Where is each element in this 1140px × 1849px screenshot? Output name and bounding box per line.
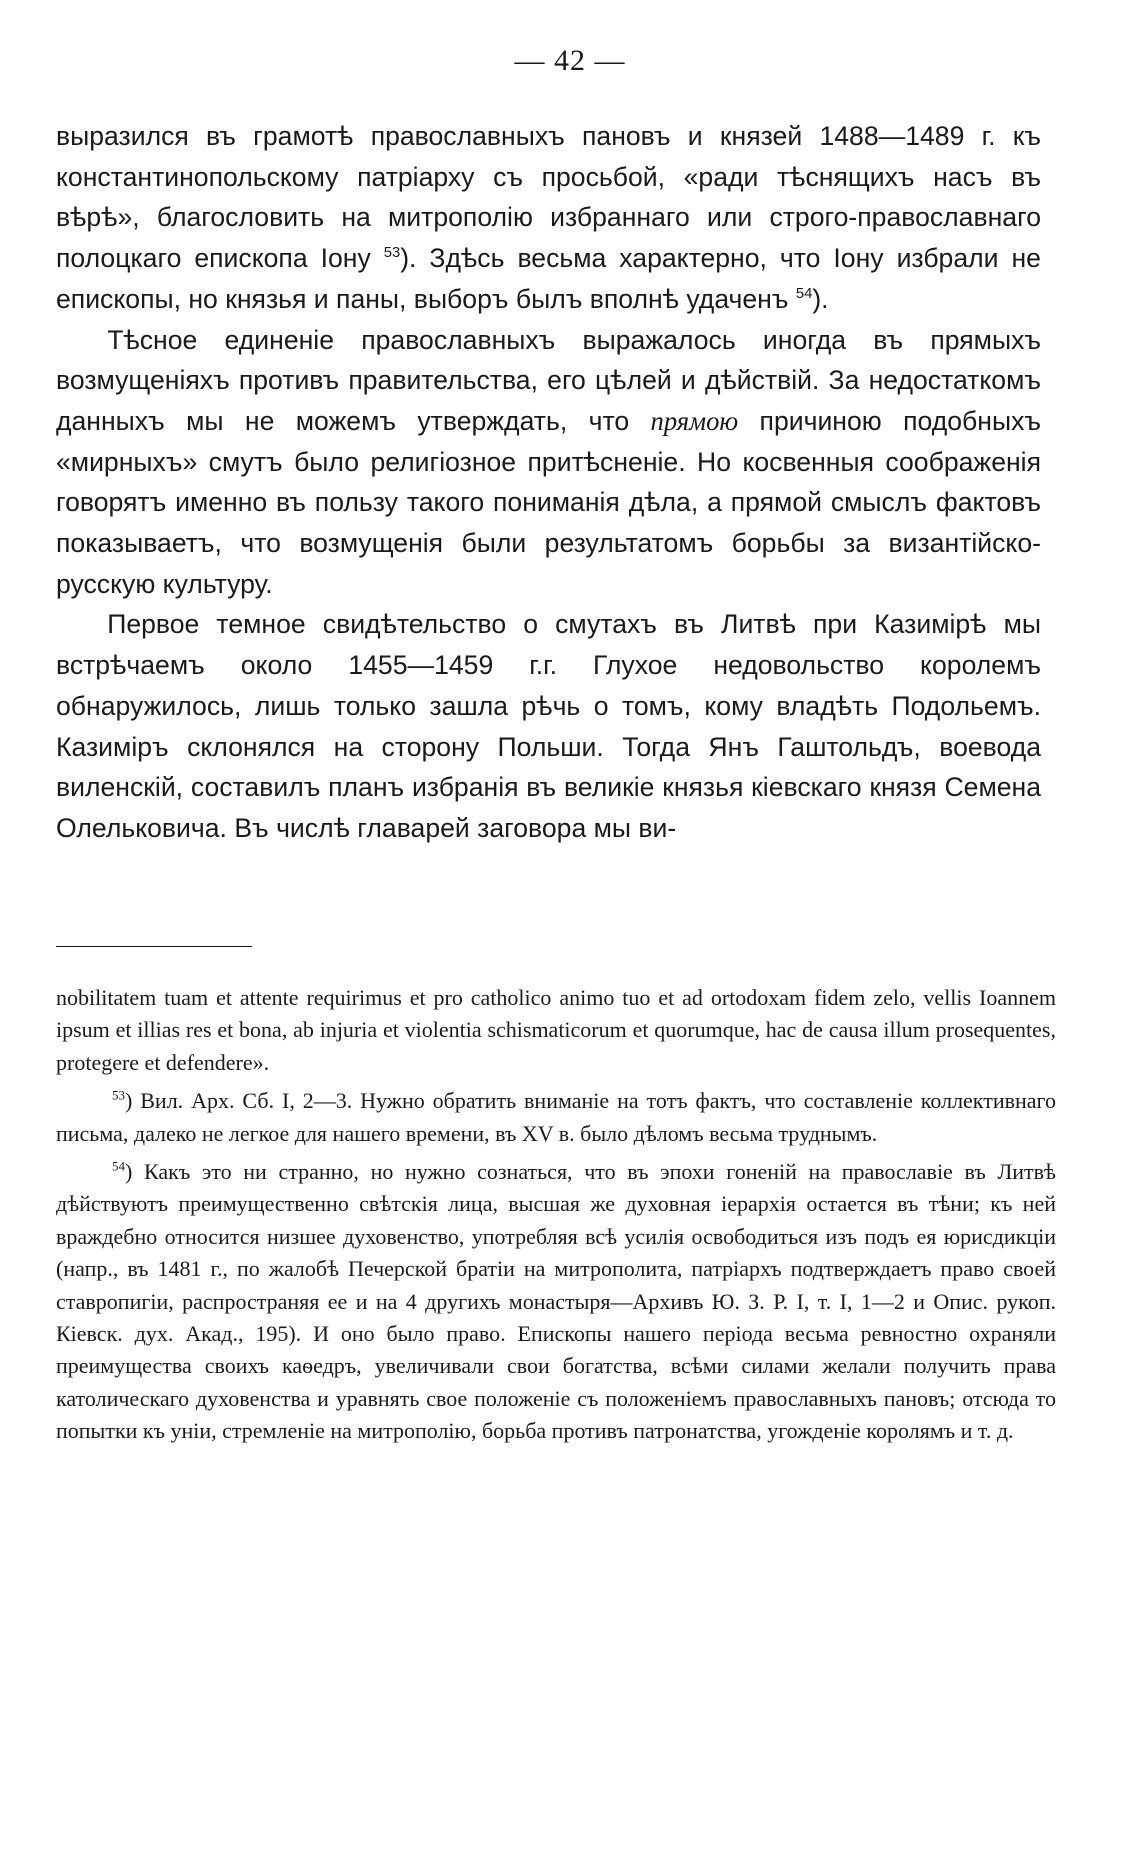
footnote-separator — [56, 946, 252, 947]
footnote-ref-53: 53 — [383, 244, 401, 262]
footnote-54: $^{54}$) Какъ это ни странно, но нужно сознаться, что въ эпохи гоненій на православіе въ Литвѣ дѣйствуютъ преимущественно свѣтскія лица, высшая же духовная іерархія остается въ тѣни; къ ней враждебно относится низшее духовенство, употребляя всѣ усилія освободиться изъ подъ ея юрисдикціи (напр., въ 1481 г., по жалобѣ Печерской братіи на митрополита, патріархъ подтверждаетъ право своей ставропигіи, распространяя ее и на 4 другихъ монастыря—Архивъ Ю. З. Р. I, т. I, 1—2 и Опис. рукоп. Кіевск. дух. Акад., 195). И оно было право. Епископы нашего періода весьма ревностно охраняли преимущества своихъ каѳедръ, увеличивали свои богатства, всѣми силами желали получить права католическаго духовенства и уравнять свое положеніе съ положеніемъ православныхъ пановъ; отсюда то попытки къ уніи, стремленіе на митрополію, борьба противъ патронатства, угожденіе королямъ и т. д. — [56, 1158, 1056, 1444]
footnotes — [56, 982, 1056, 1448]
footnote-continuation: nobilitatem tuam et attente requirimus et pro catholico animo tuo et ad ortodoxam fidem zelo, vellis Ioannem ipsum et illias res et bona, ab injuria et violentia schismaticorum et quorumque, hac de causa illum prosequentes, protegere et defendere». — [56, 985, 1056, 1075]
paragraph-3: Первое темное свидѣтельство о смутахъ въ Литвѣ при Казимірѣ мы встрѣчаемъ около 1455—1459 г.г. Глухое недовольство королемъ обнаружилось, лишь только зашла рѣчь о томъ, кому владѣть Подольемъ. Казиміръ склонялся на сторону Польши. Тогда Янъ Гаштольдъ, воевода виленскій, составилъ планъ избранія въ великіе князья кіевскаго князя Семена Олельковича. Въ числѣ главарей заговора мы ви- — [56, 609, 1042, 843]
footnote-ref-54: 54 — [795, 284, 813, 302]
main-text — [56, 116, 1041, 849]
paragraph-1: выразился въ грамотѣ православныхъ пановъ и князей 1488—1489 г. къ константинопольскому патріарху съ просьбой, «ради тѣснящихъ насъ въ вѣрѣ», благословить на митрополію избраннаго или строго-православнаго полоцкаго епископа Іону $^{53}$). Здѣсь весьма характерно, что Іону избрали не епископы, но князья и паны, выборъ былъ вполнѣ удаченъ $^{54}$). — [56, 121, 1041, 314]
paragraph-2: Тѣсное единеніе православныхъ выражалось иногда въ прямыхъ возмущеніяхъ противъ правительства, его цѣлей и дѣйствій. За недостаткомъ данныхъ мы не можемъ утверждать, что прямою причиною подобныхъ «мирныхъ» смутъ было религіозное притѣсненіе. Но косвенныя соображенія говорятъ именно въ пользу такого пониманія дѣла, а прямой смыслъ фактовъ показываетъ, что возмущенія были результатомъ борьбы за византійско-русскую культуру. — [56, 324, 1042, 599]
footnote-53-mark: 53 — [112, 1087, 125, 1103]
emphasized-word: прямою — [650, 405, 739, 436]
footnote-53: $^{53}$) Вил. Арх. Сб. I, 2—3. Нужно обратить вниманіе на тотъ фактъ, что составленіе коллективнаго письма, далеко не легкое для нашего времени, въ XV в. было дѣломъ весьма труднымъ. — [56, 1087, 1056, 1146]
footnote-54-mark: 54 — [112, 1158, 125, 1174]
page-number: — 42 — — [514, 44, 626, 77]
